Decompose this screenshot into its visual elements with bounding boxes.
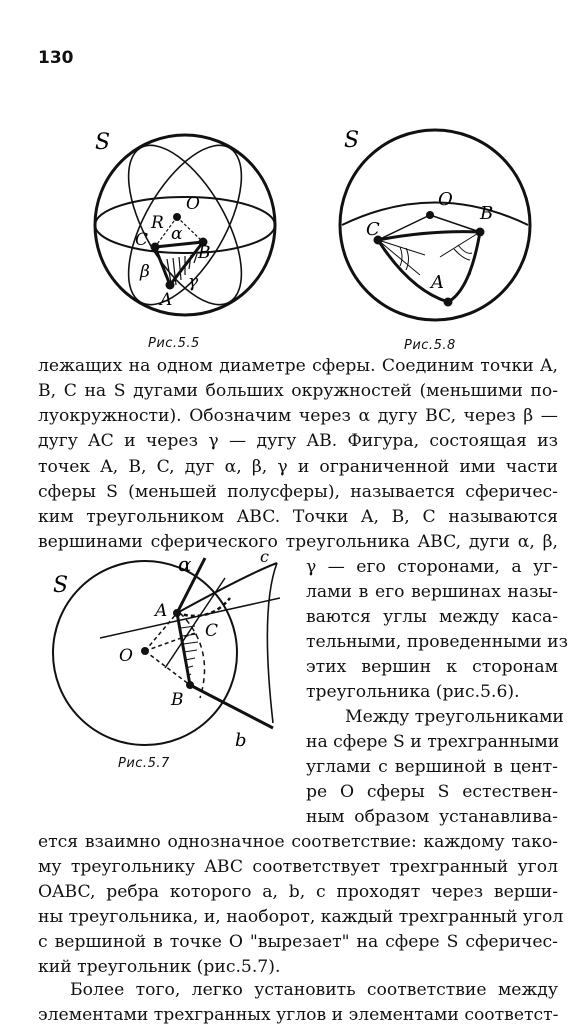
text-line: ким треугольником ABC. Точки A, B, C называются (38, 507, 558, 527)
label-c-edge: c (260, 547, 269, 566)
text-line: Более того, легко установить соответствие между (70, 980, 558, 1000)
label-alpha: α (178, 552, 192, 576)
text-line: луокружности). Обозначим через α дугу BC, через β — (38, 406, 558, 426)
label-c: C (205, 621, 219, 641)
text-line: B, C на S дугами больших окружностей (меньшими по- (38, 381, 558, 401)
edge-c (177, 563, 277, 613)
radius-ob (430, 215, 480, 232)
label-c: C (135, 230, 149, 250)
tangent-line-1 (100, 598, 280, 638)
point-a (166, 281, 175, 290)
text-line: точек A, B, C, дуг α, β, γ и ограниченной ими части (38, 457, 558, 477)
label-o: O (186, 194, 200, 214)
label-s: S (344, 128, 360, 153)
label-b: B (171, 690, 184, 710)
text-line: углами с вершиной в цент- (306, 757, 558, 777)
label-a: A (160, 290, 173, 310)
figure-5-7-drawing (45, 548, 295, 758)
text-line: лежащих на одном диаметре сферы. Соединим точки A, (38, 356, 558, 376)
text-line: сферы S (меньшей полусферы), называется сферичес- (38, 482, 558, 502)
label-o: O (438, 189, 453, 210)
figure-5-5 (85, 125, 285, 325)
text-line: элементами трехгранных углов и элементами соответст- (38, 1005, 559, 1025)
label-gamma: γ (188, 272, 199, 292)
point-o (426, 211, 434, 219)
figure-5-8 (330, 125, 540, 325)
surface-edge (267, 563, 277, 723)
point-a (173, 609, 181, 617)
text-line: ре O сферы S естествен- (306, 782, 558, 802)
text-line: треугольника (рис.5.6). (306, 682, 520, 702)
point-b (476, 228, 485, 237)
point-o (173, 213, 181, 221)
label-o: O (119, 646, 133, 666)
text-line: му треугольнику ABC соответствует трехгранный угол (38, 857, 558, 877)
text-line: ваются углы между каса- (306, 607, 558, 627)
caption-fig-5-7: Рис.5.7 (118, 756, 170, 771)
text-line: OABC, ребра которого a, b, c проходят через верши- (38, 882, 558, 902)
label-a: A (155, 601, 168, 621)
label-alpha: α (171, 224, 183, 244)
text-line: γ — его сторонами, а уг- (306, 557, 558, 577)
edge-ob-hidden (145, 651, 190, 685)
text-line: на сфере S и трехгранными (306, 732, 560, 752)
text-line: ны треугольника, и, наоборот, каждый трехгранный угол (38, 907, 564, 927)
caption-fig-5-8: Рис.5.8 (404, 338, 456, 353)
label-a: A (431, 272, 444, 293)
point-b (186, 681, 194, 689)
text-line: вершинами сферического треугольника ABC, дуги α, β, (38, 532, 558, 552)
text-line: ным образом устанавлива- (306, 807, 558, 827)
label-s: S (53, 573, 69, 598)
label-c: C (366, 219, 380, 240)
text-line: лами в его вершинах назы- (306, 582, 558, 602)
figure-5-7 (45, 548, 295, 758)
label-b-edge: b (235, 730, 247, 751)
label-s: S (95, 130, 111, 155)
page-number: 130 (38, 48, 74, 68)
label-beta: β (140, 262, 150, 282)
text-line: тельными, проведенными из (306, 632, 568, 652)
arc-ab (177, 613, 190, 685)
edge-b (190, 685, 273, 728)
caption-fig-5-5: Рис.5.5 (148, 336, 200, 351)
point-a (444, 298, 453, 307)
label-b: B (198, 243, 211, 263)
text-line: этих вершин к сторонам (306, 657, 558, 677)
text-line: кий треугольник (рис.5.7). (38, 957, 281, 977)
figure-5-8-drawing (330, 125, 540, 325)
point-c (151, 243, 160, 252)
text-line: ется взаимно однозначное соответствие: каждому тако- (38, 832, 558, 852)
label-b: B (480, 203, 494, 224)
label-r: R (151, 213, 164, 233)
figure-5-5-drawing (85, 125, 285, 325)
text-line: Между треугольниками (345, 707, 564, 727)
point-o (141, 647, 149, 655)
text-line: дугу AC и через γ — дугу AB. Фигура, состоящая из (38, 431, 558, 451)
text-line: с вершиной в точке O "вырезает" на сфере S сферичес- (38, 932, 558, 952)
